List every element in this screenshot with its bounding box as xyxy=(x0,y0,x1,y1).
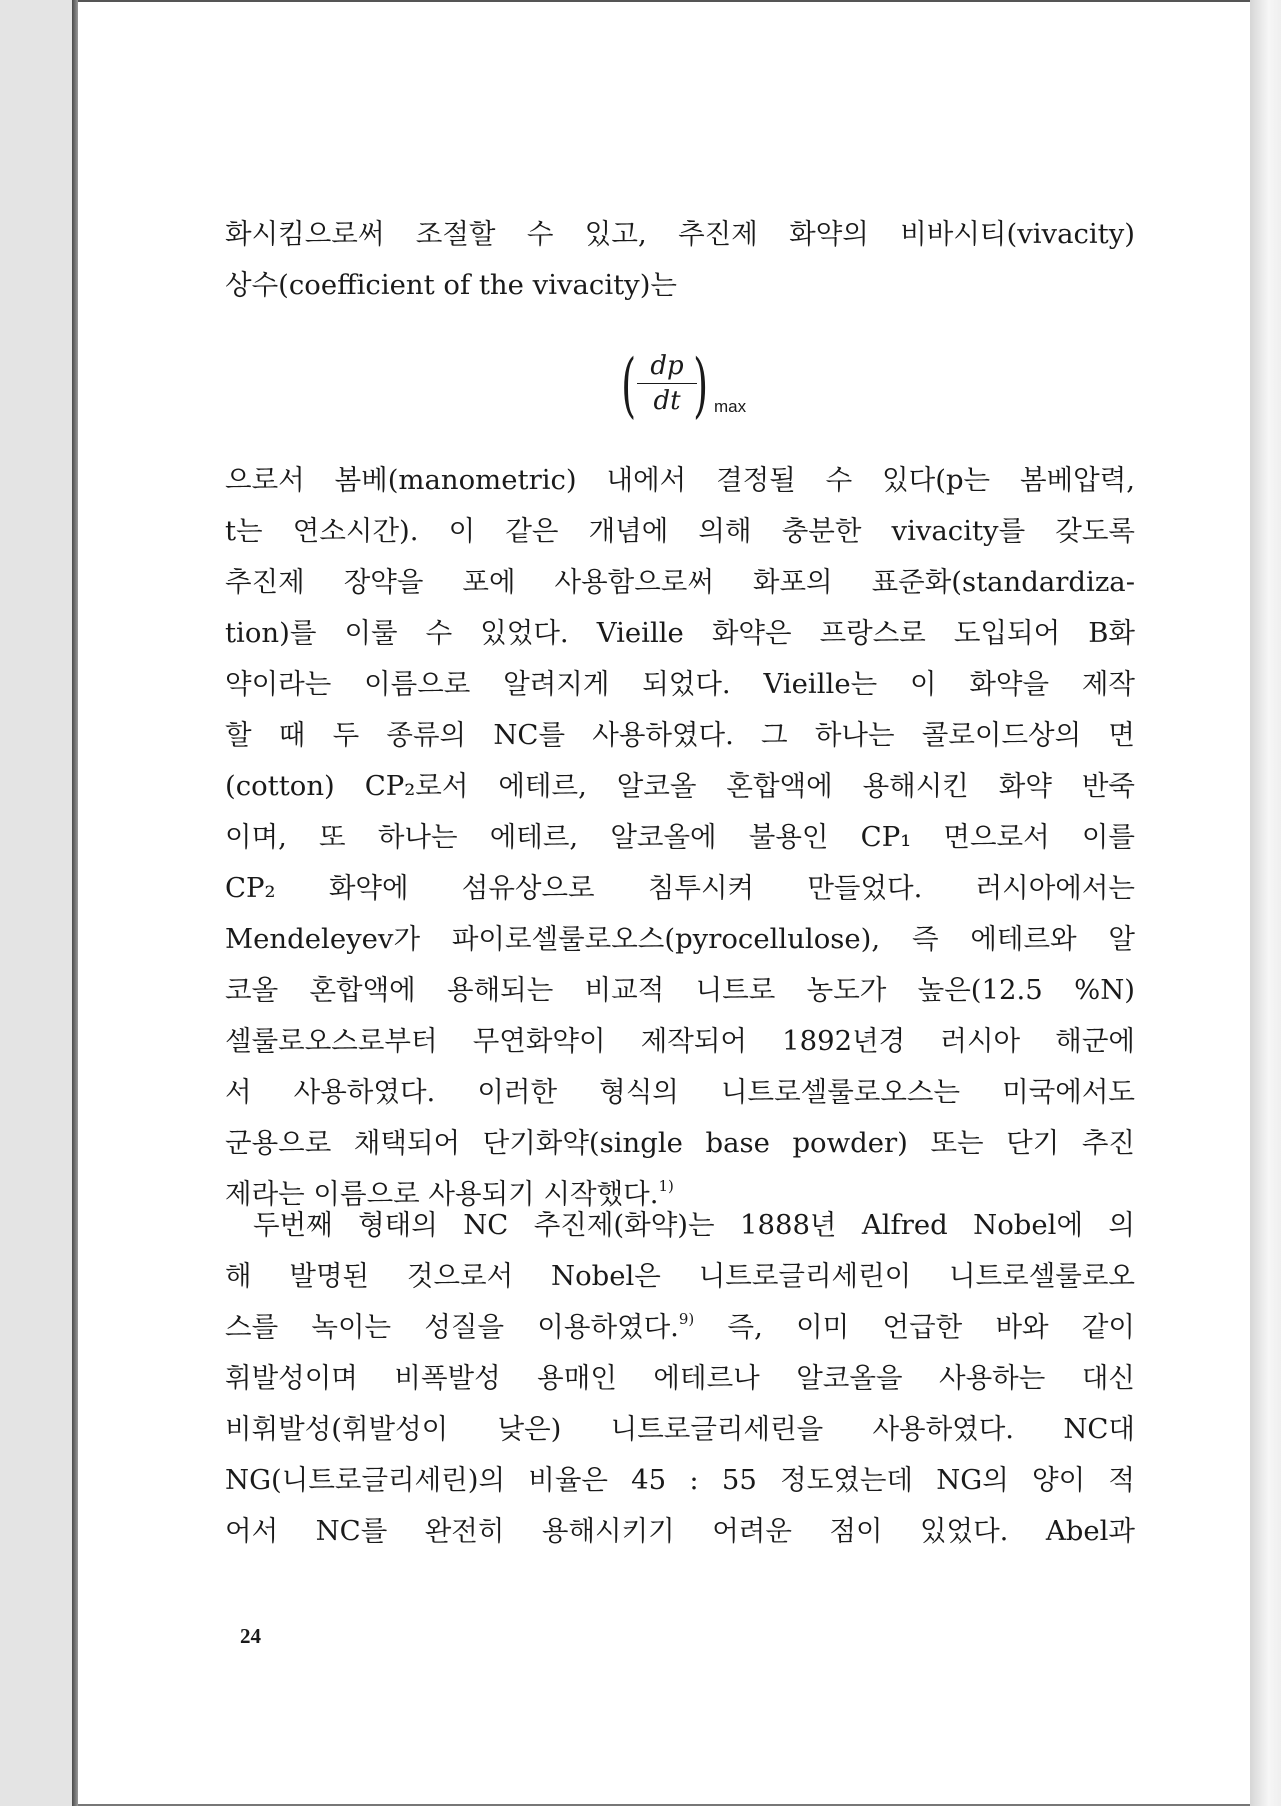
text-line-content: 제라는 이름으로 사용되기 시작했다. xyxy=(225,1178,659,1210)
formula-subscript: max xyxy=(714,397,747,416)
text-line: 어서 NC를 완전히 용해시키기 어려운 점이 있었다. Abel과 xyxy=(225,1515,1135,1547)
text-line: 해 발명된 것으로서 Nobel은 니트로글리세린이 니트로셀룰로오 xyxy=(225,1260,1135,1292)
text-line: Mendeleyev가 파이로셀룰로오스(pyrocellulose), 즉 에테르와 알 xyxy=(225,923,1135,955)
paragraph-1 xyxy=(225,209,1135,311)
text-line: NG(니트로글리세린)의 비율은 45 : 55 정도였는데 NG의 양이 적 xyxy=(225,1464,1135,1496)
paragraph-2 xyxy=(225,455,1135,1220)
text-line: 셀룰로오스로부터 무연화약이 제작되어 1892년경 러시아 해군에 xyxy=(225,1025,1135,1057)
paragraph-3 xyxy=(225,1200,1135,1557)
left-paren: ( xyxy=(621,344,637,426)
formula-numerator: dp xyxy=(637,349,697,384)
text-line: (cotton) CP₂로서 에테르, 알코올 혼합액에 용해시킨 화약 반죽 xyxy=(225,770,1135,802)
text-line: 두번째 형태의 NC 추진제(화약)는 1888년 Alfred Nobel에 의 xyxy=(253,1209,1135,1241)
text-line-content: 즉, 이미 언급한 바와 같이 xyxy=(694,1311,1135,1343)
text-line: t는 연소시간). 이 같은 개념에 의해 충분한 vivacity를 갖도록 xyxy=(225,515,1135,547)
text-line: tion)를 이룰 수 있었다. Vieille 화약은 프랑스로 도입되어 B화 xyxy=(225,617,1135,649)
derivative-fraction xyxy=(637,349,697,418)
formula-denominator: dt xyxy=(653,386,681,416)
text-line: 추진제 장약을 포에 사용함으로써 화포의 표준화(standardiza- xyxy=(225,566,1135,598)
right-paren: ) xyxy=(693,344,709,426)
text-line: 서 사용하였다. 이러한 형식의 니트로셀룰로오스는 미국에서도 xyxy=(225,1076,1135,1108)
footnote-reference: 1) xyxy=(658,1177,674,1195)
text-line: 코올 혼합액에 용해되는 비교적 니트로 농도가 높은(12.5 %N) xyxy=(225,974,1135,1006)
text-line: 으로서 봄베(manometric) 내에서 결정될 수 있다(p는 봄베압력, xyxy=(225,464,1135,496)
page-number: 24 xyxy=(240,1624,261,1648)
text-line: 화시킴으로써 조절할 수 있고, 추진제 화약의 비바시티(vivacity) xyxy=(225,218,1135,250)
vivacity-formula xyxy=(615,345,775,435)
text-line: 약이라는 이름으로 알려지게 되었다. Vieille는 이 화약을 제작 xyxy=(225,668,1135,700)
footnote-reference: 9) xyxy=(678,1310,695,1328)
text-line: 할 때 두 종류의 NC를 사용하였다. 그 하나는 콜로이드상의 면 xyxy=(225,719,1135,751)
text-line: 휘발성이며 비폭발성 용매인 에테르나 알코올을 사용하는 대신 xyxy=(225,1362,1135,1394)
page-edge xyxy=(1250,0,1281,1806)
text-line xyxy=(225,1302,1135,1353)
text-line: CP₂ 화약에 섬유상으로 침투시켜 만들었다. 러시아에서는 xyxy=(225,872,1135,904)
text-line: 이며, 또 하나는 에테르, 알코올에 불용인 CP₁ 면으로서 이를 xyxy=(225,821,1135,853)
text-line: 군용으로 채택되어 단기화약(single base powder) 또는 단기 추진 xyxy=(225,1127,1135,1159)
text-line: 상수(coefficient of the vivacity)는 xyxy=(225,269,677,301)
text-line: 비휘발성(휘발성이 낮은) 니트로글리세린을 사용하였다. NC대 xyxy=(225,1413,1135,1445)
text-line-content: 스를 녹이는 성질을 이용하였다. xyxy=(225,1311,679,1343)
